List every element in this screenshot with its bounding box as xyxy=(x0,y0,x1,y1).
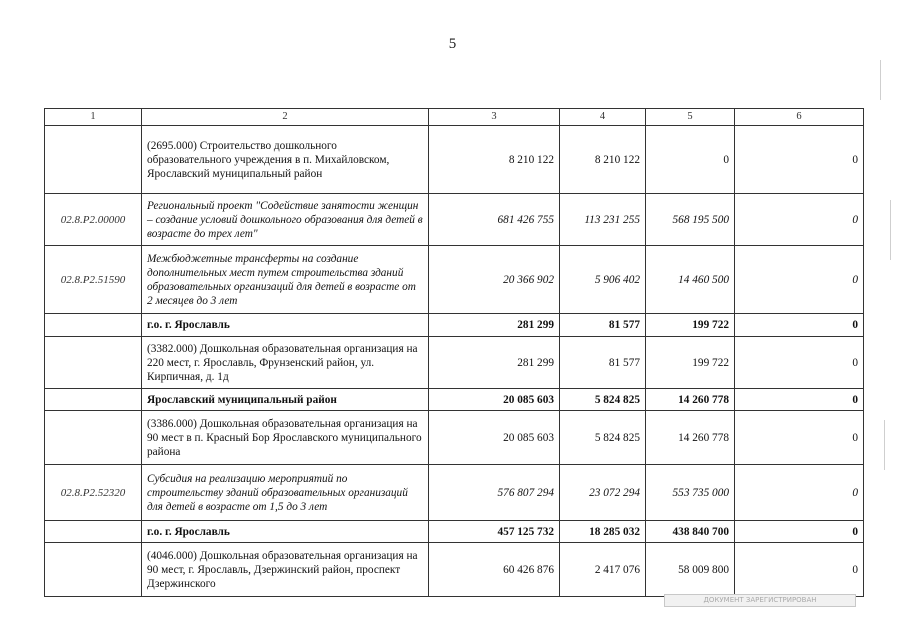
cell-col6: 0 xyxy=(735,389,864,411)
row-name: г.о. г. Ярославль xyxy=(142,314,429,337)
table-row xyxy=(45,194,864,246)
cell-col5: 438 840 700 xyxy=(646,521,735,543)
column-header: 2 xyxy=(142,109,429,126)
row-code xyxy=(45,543,142,597)
cell-col4: 113 231 255 xyxy=(560,194,646,246)
row-name: (3382.000) Дошкольная образовательная организация на 220 мест, г. Ярославль, Фрунзенский район, ул. Кирпичная, д. 1д xyxy=(142,337,429,389)
budget-table xyxy=(44,108,864,597)
cell-col6: 0 xyxy=(735,337,864,389)
registration-stamp: ДОКУМЕНТ ЗАРЕГИСТРИРОВАН xyxy=(664,594,856,607)
cell-col6: 0 xyxy=(735,411,864,465)
column-header: 4 xyxy=(560,109,646,126)
table-row xyxy=(45,314,864,337)
cell-col4: 18 285 032 xyxy=(560,521,646,543)
cell-col3: 681 426 755 xyxy=(429,194,560,246)
table-row xyxy=(45,337,864,389)
row-name: г.о. г. Ярославль xyxy=(142,521,429,543)
row-code xyxy=(45,337,142,389)
row-name: (4046.000) Дошкольная образовательная организация на 90 мест, г. Ярославль, Дзержинский район, проспект Дзержинского xyxy=(142,543,429,597)
cell-col6: 0 xyxy=(735,246,864,314)
table-row xyxy=(45,246,864,314)
header-row xyxy=(45,109,864,126)
cell-col6: 0 xyxy=(735,465,864,521)
cell-col4: 5 906 402 xyxy=(560,246,646,314)
cell-col5: 199 722 xyxy=(646,337,735,389)
table-row xyxy=(45,521,864,543)
row-name: Региональный проект "Содействие занятости женщин – создание условий дошкольного образования для детей в возрасте до трех лет" xyxy=(142,194,429,246)
row-name: Ярославский муниципальный район xyxy=(142,389,429,411)
cell-col5: 553 735 000 xyxy=(646,465,735,521)
column-header: 6 xyxy=(735,109,864,126)
row-name: (2695.000) Строительство дошкольного образовательного учреждения в п. Михайловском, Ярославский муниципальный район xyxy=(142,126,429,194)
cell-col6: 0 xyxy=(735,194,864,246)
table-row xyxy=(45,389,864,411)
cell-col3: 281 299 xyxy=(429,314,560,337)
row-code: 02.8.P2.00000 xyxy=(45,194,142,246)
cell-col3: 20 085 603 xyxy=(429,389,560,411)
cell-col3: 60 426 876 xyxy=(429,543,560,597)
cell-col3: 8 210 122 xyxy=(429,126,560,194)
cell-col5: 14 460 500 xyxy=(646,246,735,314)
cell-col5: 14 260 778 xyxy=(646,389,735,411)
cell-col3: 20 085 603 xyxy=(429,411,560,465)
table-row xyxy=(45,543,864,597)
cell-col5: 199 722 xyxy=(646,314,735,337)
cell-col6: 0 xyxy=(735,314,864,337)
cell-col4: 5 824 825 xyxy=(560,411,646,465)
cell-col4: 2 417 076 xyxy=(560,543,646,597)
column-header: 3 xyxy=(429,109,560,126)
page-number: 5 xyxy=(448,36,457,52)
row-code xyxy=(45,314,142,337)
cell-col4: 23 072 294 xyxy=(560,465,646,521)
scan-artifact xyxy=(890,200,891,260)
cell-col3: 281 299 xyxy=(429,337,560,389)
cell-col5: 58 009 800 xyxy=(646,543,735,597)
row-code xyxy=(45,411,142,465)
row-name: Межбюджетные трансферты на создание дополнительных мест путем строительства зданий образовательных организаций для детей в возрасте от 2 месяцев до 3 лет xyxy=(142,246,429,314)
row-code: 02.8.P2.52320 xyxy=(45,465,142,521)
table-row xyxy=(45,126,864,194)
cell-col6: 0 xyxy=(735,543,864,597)
cell-col3: 20 366 902 xyxy=(429,246,560,314)
cell-col6: 0 xyxy=(735,521,864,543)
cell-col3: 457 125 732 xyxy=(429,521,560,543)
cell-col4: 5 824 825 xyxy=(560,389,646,411)
row-code: 02.8.P2.51590 xyxy=(45,246,142,314)
cell-col6: 0 xyxy=(735,126,864,194)
cell-col5: 568 195 500 xyxy=(646,194,735,246)
row-code xyxy=(45,126,142,194)
column-header: 5 xyxy=(646,109,735,126)
cell-col4: 81 577 xyxy=(560,337,646,389)
table-header xyxy=(45,109,864,126)
cell-col5: 14 260 778 xyxy=(646,411,735,465)
cell-col4: 8 210 122 xyxy=(560,126,646,194)
cell-col4: 81 577 xyxy=(560,314,646,337)
scan-artifact xyxy=(884,420,885,470)
table-row xyxy=(45,411,864,465)
column-header: 1 xyxy=(45,109,142,126)
row-code xyxy=(45,521,142,543)
cell-col5: 0 xyxy=(646,126,735,194)
row-name: (3386.000) Дошкольная образовательная организация на 90 мест в п. Красный Бор Ярославского муниципального района xyxy=(142,411,429,465)
scan-artifact xyxy=(880,60,881,100)
row-name: Субсидия на реализацию мероприятий по строительству зданий образовательных организаций для детей в возрасте от 1,5 до 3 лет xyxy=(142,465,429,521)
cell-col3: 576 807 294 xyxy=(429,465,560,521)
row-code xyxy=(45,389,142,411)
table-body xyxy=(45,126,864,597)
table-row xyxy=(45,465,864,521)
